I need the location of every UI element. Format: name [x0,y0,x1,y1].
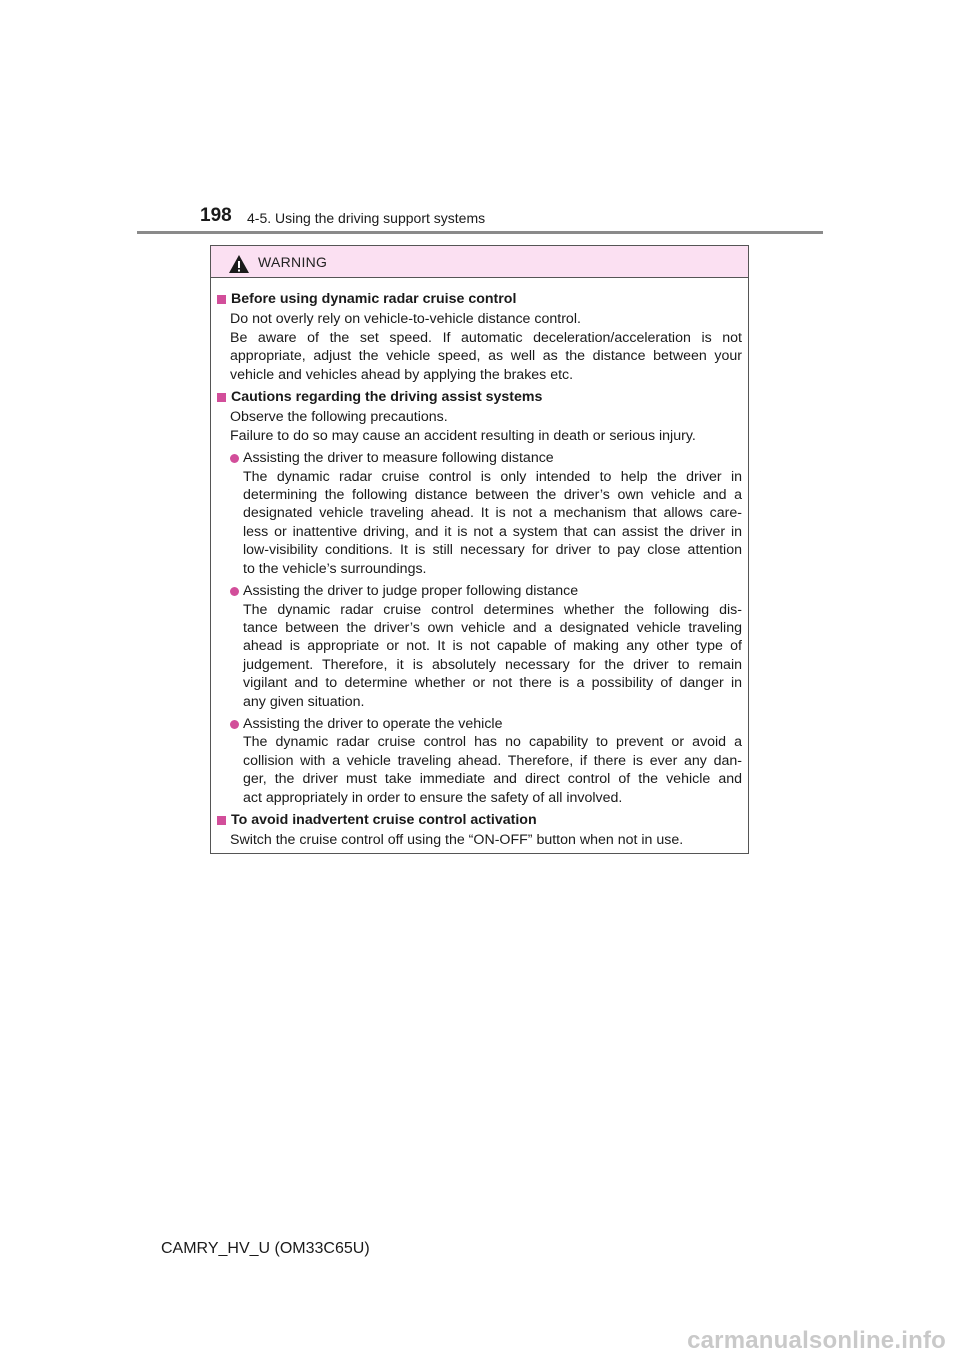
text-line: Be aware of the set speed. If automatic deceleration/acceleration is not [230,329,742,346]
square-bullet-icon [217,816,226,825]
warning-label: WARNING [258,254,328,270]
text-line: collision with a vehicle traveling ahead. Therefore, if there is ever any dan- [243,752,742,769]
bullet-title: Assisting the driver to operate the vehicle [243,715,503,732]
text-line: to the vehicle’s surroundings. [243,560,427,577]
text-line: Failure to do so may cause an accident resulting in death or serious injury. [230,427,696,444]
header-rule [137,231,823,234]
text-line: appropriate, adjust the vehicle speed, as well as the distance between your [230,348,742,365]
section-body [217,831,742,849]
text-line: Do not overly rely on vehicle-to-vehicle distance control. [230,311,581,328]
section-heading-row [217,811,742,829]
section-heading: Cautions regarding the driving assist systems [231,389,543,406]
list-item [217,582,742,711]
text-line: any given situation. [243,693,365,710]
warning-content [211,278,748,850]
text-line: ger, the driver must take immediate and direct control of the vehicle and [243,771,742,788]
bullet-title: Assisting the driver to judge proper following distance [243,583,579,600]
warning-triangle-icon [228,254,250,274]
text-line: low-visibility conditions. It is still necessary for driver to pay close attention [243,542,742,559]
text-line: The dynamic radar cruise control determines whether the following dis- [243,601,742,618]
text-line: vehicle and vehicles ahead by applying the brakes etc. [230,366,574,383]
text-line: tance between the driver’s own vehicle and a designated vehicle traveling [243,619,742,636]
round-bullet-icon [230,720,239,729]
warning-section [217,811,742,850]
warning-box [210,245,749,854]
text-line: Switch the cruise control off using the “ON-OFF” button when not in use. [230,832,684,849]
section-heading-row [217,388,742,406]
round-bullet-icon [230,454,239,463]
text-line: judgement. Therefore, it is absolutely necessary for the driver to remain [243,656,742,673]
text-line: designated vehicle traveling ahead. It is not a mechanism that allows care- [243,505,742,522]
list-item [217,715,742,807]
text-line: vigilant and to determine whether or not there is a possibility of danger in [243,675,742,692]
warning-header [211,246,748,278]
text-line: The dynamic radar cruise control is only intended to help the driver in [243,468,742,485]
text-line: ahead is appropriate or not. It is not capable of making any other type of [243,638,742,655]
section-title: 4-5. Using the driving support systems [247,210,486,226]
text-line: The dynamic radar cruise control has no capability to prevent or avoid a [243,734,742,751]
page-number: 198 [200,205,232,226]
text-line: less or inattentive driving, and it is not a system that can assist the driver in [243,523,742,540]
watermark: carmanualsonline.info [687,1327,946,1354]
section-heading: Before using dynamic radar cruise control [231,291,517,307]
warning-section [217,388,742,807]
section-heading-row [217,290,742,308]
square-bullet-icon [217,295,226,304]
section-body [217,408,742,445]
text-line: determining the following distance between the driver’s own vehicle and a [243,487,742,504]
square-bullet-icon [217,393,226,402]
round-bullet-icon [230,587,239,596]
text-line: act appropriately in order to ensure the safety of all involved. [243,789,623,806]
document-code: CAMRY_HV_U (OM33C65U) [161,1240,370,1257]
list-item [217,449,742,578]
section-heading: To avoid inadvertent cruise control activation [231,811,537,828]
section-body [217,310,742,384]
bullet-title: Assisting the driver to measure following distance [243,450,554,467]
warning-section [217,290,742,384]
text-line: Observe the following precautions. [230,409,448,426]
